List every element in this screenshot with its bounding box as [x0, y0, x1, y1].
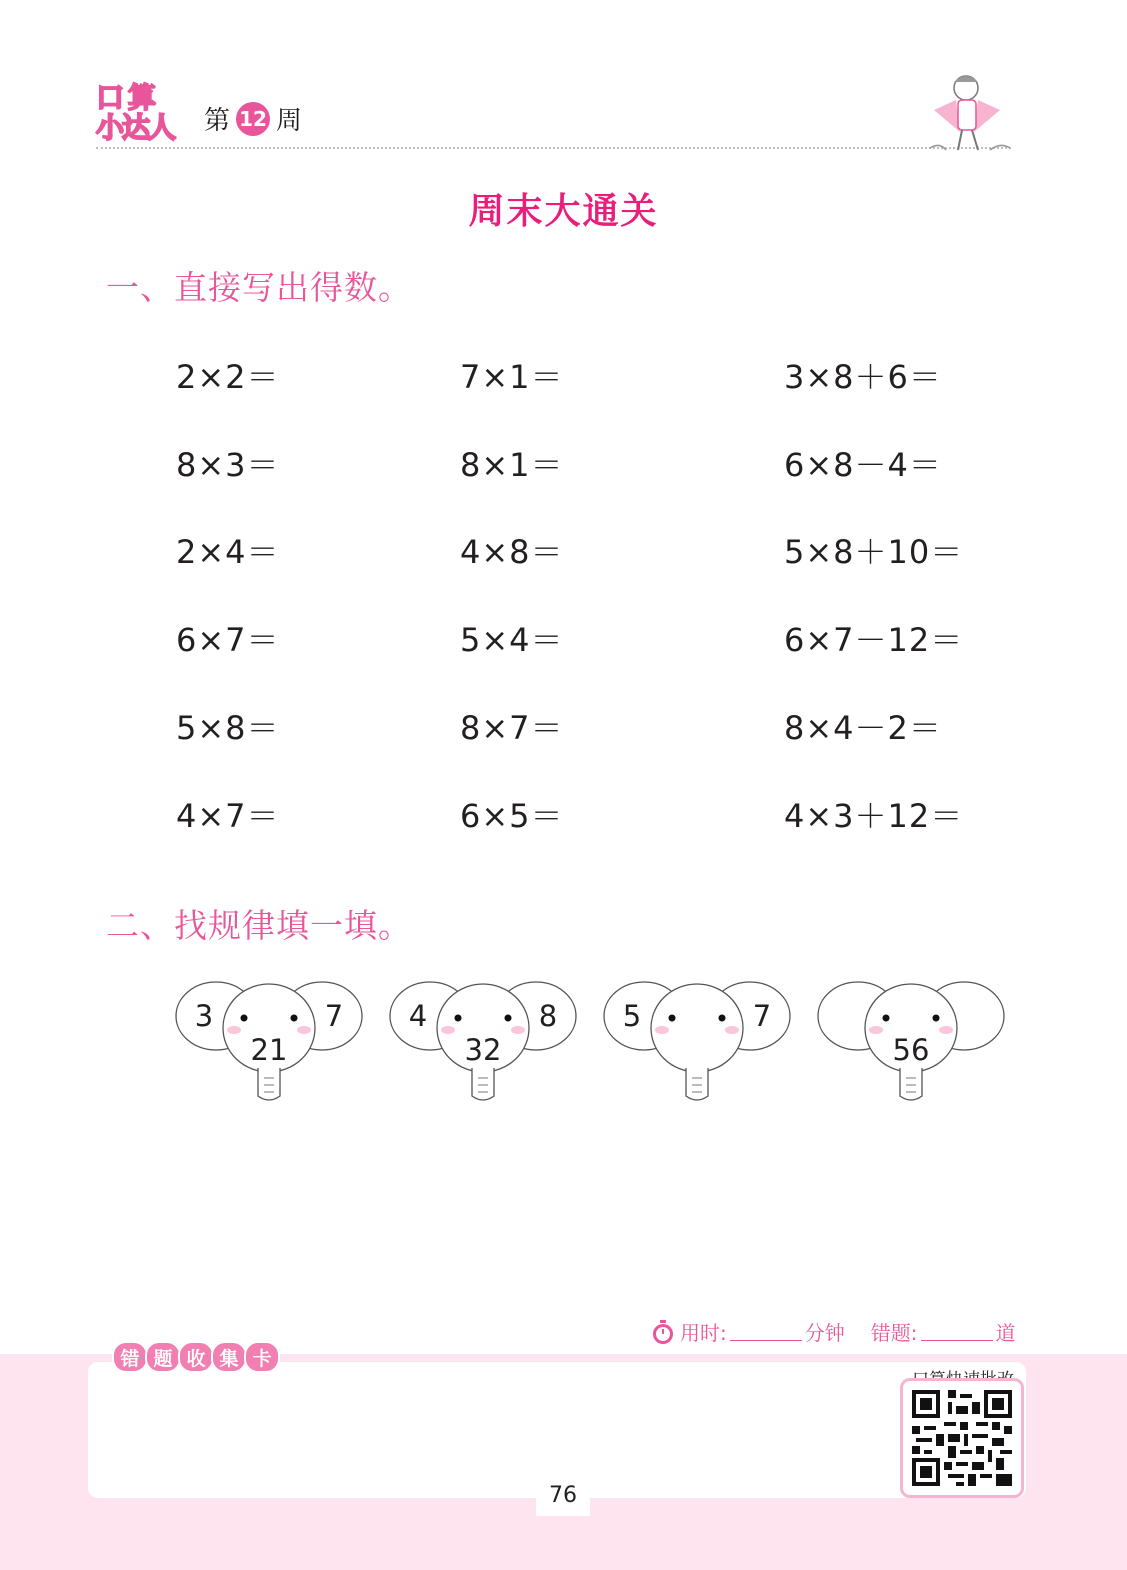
problem: 8×4－2＝ [784, 709, 942, 747]
week-prefix: 第 [204, 106, 231, 136]
week-number-badge: 12 [236, 102, 270, 136]
problem: 4×8＝ [460, 533, 564, 571]
elephant-center: 21 [250, 1033, 288, 1067]
problem: 5×8＋10＝ [784, 533, 964, 571]
error-blank[interactable] [921, 1322, 993, 1341]
problem: 8×1＝ [460, 446, 564, 484]
section-2-title: 二、找规律填一填。 [106, 906, 412, 945]
elephant-right-ear: 8 [538, 999, 558, 1033]
logo [96, 81, 178, 148]
logo-char: 算 [128, 81, 157, 114]
problem: 8×7＝ [460, 709, 564, 747]
time-blank[interactable] [730, 1322, 802, 1341]
problem: 6×7＝ [176, 621, 280, 659]
elephant-puzzle [816, 978, 1006, 1106]
page-number: 76 [536, 1476, 590, 1516]
elephant-right-ear: 7 [324, 999, 344, 1033]
error-unit: 道 [995, 1321, 1016, 1345]
week-label [204, 100, 302, 137]
mascot-icon [920, 70, 1020, 160]
problem: 7×1＝ [460, 358, 564, 396]
header-divider [96, 147, 1011, 149]
qr-code-icon [912, 1390, 1012, 1486]
card-tab-char: 题 [145, 1341, 181, 1373]
stopwatch-icon [650, 1319, 676, 1345]
problem: 5×4＝ [460, 621, 564, 659]
error-label: 错题: [870, 1321, 918, 1345]
problem: 6×5＝ [460, 797, 564, 835]
logo-char: 达 [122, 111, 151, 144]
logo-char: 小 [96, 111, 125, 144]
problem: 8×3＝ [176, 446, 280, 484]
problem: 6×7－12＝ [784, 621, 964, 659]
problem: 3×8＋6＝ [784, 358, 942, 396]
time-unit: 分钟 [804, 1321, 845, 1345]
time-label: 用时: [680, 1321, 727, 1345]
card-tab-char: 错 [112, 1341, 148, 1373]
logo-char: 人 [148, 111, 177, 144]
elephant-icon [602, 978, 792, 1106]
elephant-puzzle [602, 978, 792, 1106]
elephant-left-ear: 4 [408, 999, 428, 1033]
week-suffix: 周 [276, 106, 303, 136]
problem: 2×2＝ [176, 358, 280, 396]
elephant-center: 32 [464, 1033, 502, 1067]
page-title: 周末大通关 [468, 191, 659, 232]
logo-char: 口 [96, 81, 125, 114]
qr-code-frame[interactable] [900, 1378, 1024, 1498]
card-tab [112, 1341, 277, 1373]
problem: 2×4＝ [176, 533, 280, 571]
elephant-left-ear: 3 [194, 999, 214, 1033]
timer-row [650, 1317, 1016, 1346]
card-tab-char: 卡 [244, 1341, 280, 1373]
section-1-title: 一、直接写出得数。 [106, 268, 412, 307]
elephant-center: 56 [892, 1033, 930, 1067]
problem: 6×8－4＝ [784, 446, 942, 484]
elephant-right-ear: 7 [752, 999, 772, 1033]
elephant-puzzle [388, 978, 578, 1106]
elephant-puzzle [174, 978, 364, 1106]
elephant-left-ear: 5 [622, 999, 642, 1033]
problem: 5×8＝ [176, 709, 280, 747]
card-tab-char: 收 [178, 1341, 214, 1373]
problem: 4×7＝ [176, 797, 280, 835]
problem: 4×3＋12＝ [784, 797, 964, 835]
card-tab-char: 集 [211, 1341, 247, 1373]
